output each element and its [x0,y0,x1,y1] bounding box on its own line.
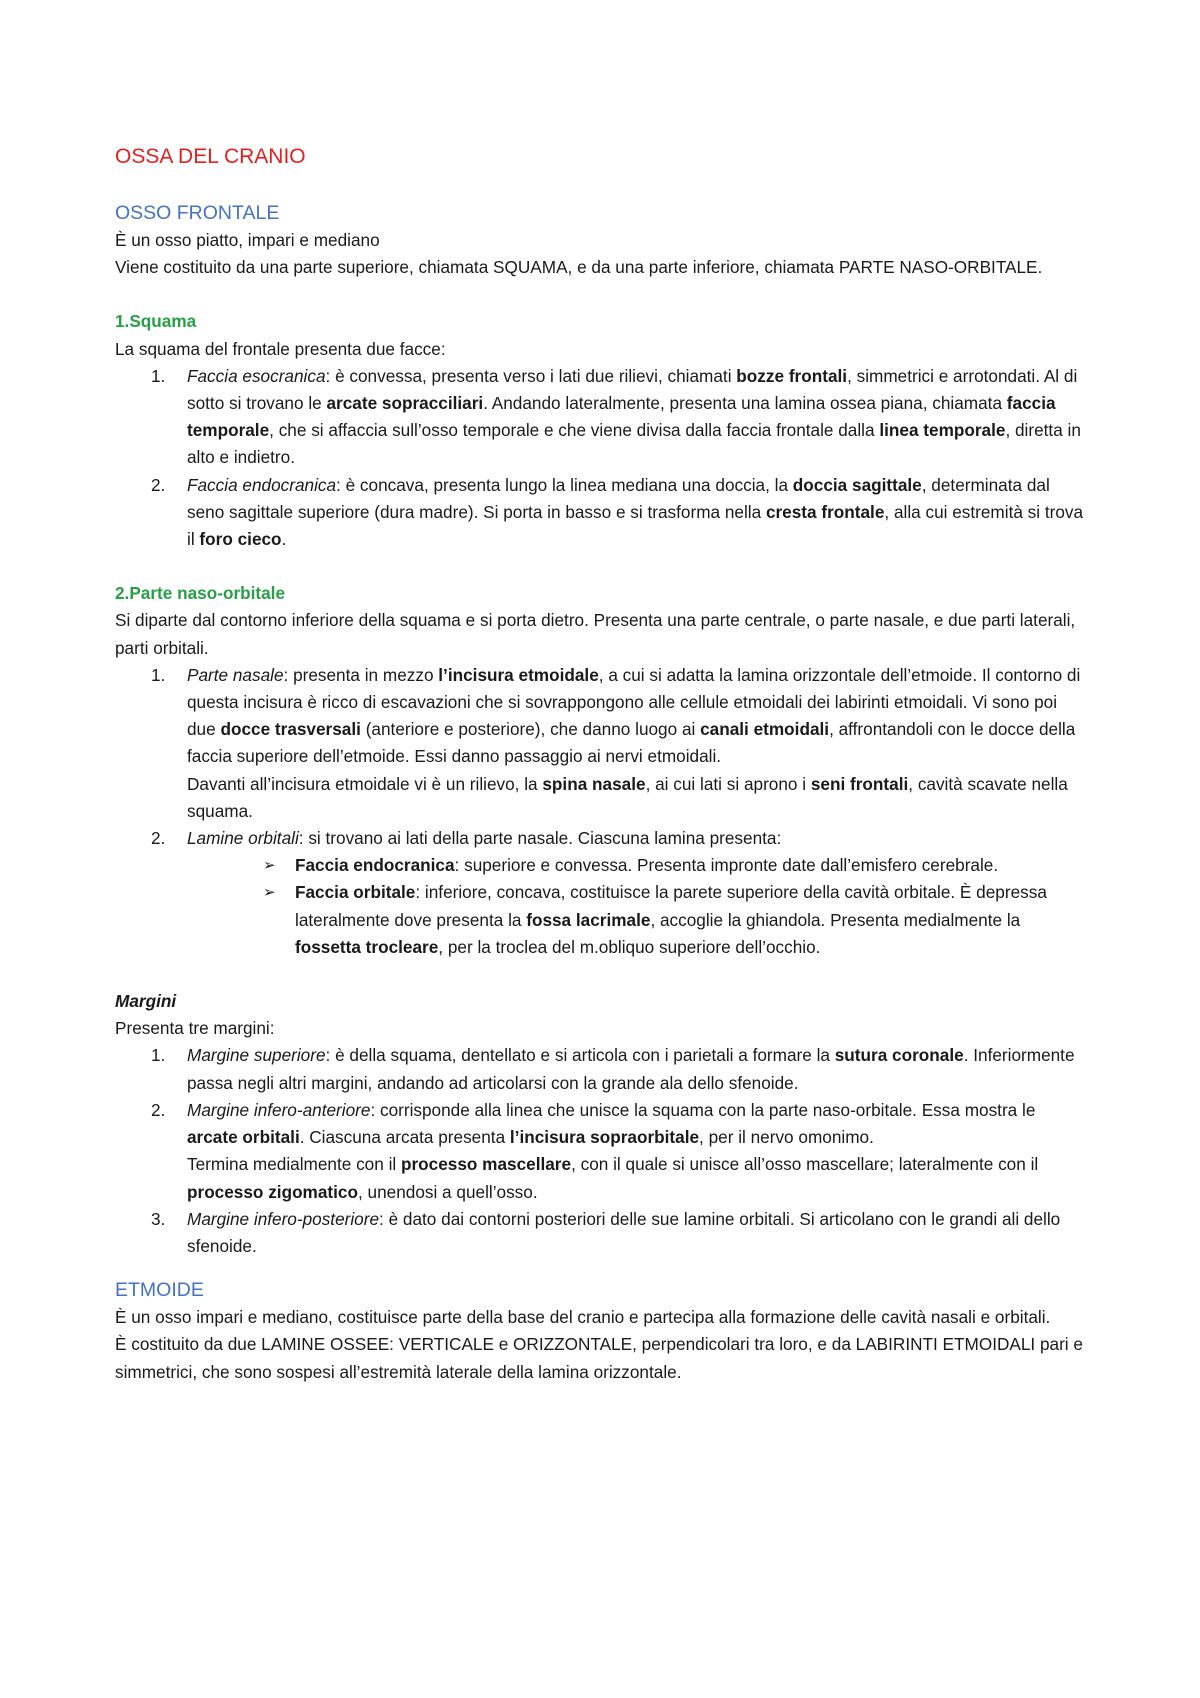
item-text: , a cui si adatta la lamina orizzontale dell’etmoide. Il contorno di questa incisura è ricco di escavazioni che si sovrappongono alle cellule etmoidali dei labirinti etmoidali. Vi sono poi due [187,664,1081,740]
list-item [115,363,1090,472]
item-text: . [281,529,287,550]
item-text: : è dato dai contorni posteriori delle sue lamine orbitali. Si articolano con le grandi ali dello sfenoide. [187,1208,1061,1256]
list-item [115,1206,1090,1260]
item-text: , diretta in alto e indietro. [187,420,1081,468]
item-continuation [187,1151,1090,1205]
item-text: . Inferiormente passa negli altri margini, andando ad articolarsi con la grande ala dello sfenoide. [187,1045,1075,1093]
item-text: : è della squama, dentellato e si articola con i parietali a formare la [325,1045,835,1066]
item-text: : si trovano ai lati della parte nasale. Ciascuna lamina presenta: [298,828,782,849]
bold-term: faccia temporale [187,393,1056,441]
bold-term: Faccia orbitale [295,882,416,903]
list-number: 2. [151,828,166,849]
bold-term: processo zigomatico [187,1181,358,1202]
item-text: , simmetrici e arrotondati. Al di sotto si trovano le [187,365,1078,414]
section-heading-frontale: OSSO FRONTALE [115,202,280,224]
list-item [115,1042,1090,1096]
squama-intro: La squama del frontale presenta due facce: [115,338,446,359]
list-number: 1. [151,664,166,685]
item-title: Margine superiore [187,1045,326,1066]
item-title: Margine infero-posteriore [187,1208,380,1229]
frontale-intro-1: È un osso piatto, impari e mediano [115,230,380,250]
bold-term: sutura coronale [834,1045,964,1066]
bold-term: bozze frontali [736,365,848,386]
list-item [115,1097,1090,1206]
item-text: : presenta in mezzo [283,664,439,685]
item-text: , per la troclea del m.obliquo superiore dell’occhio. [438,936,821,957]
list-number: 1. [151,365,166,386]
bold-term: fossetta trocleare [295,936,439,957]
etmoide-paragraph-1: È un osso impari e mediano, costituisce parte della base del cranio e partecipa alla formazione delle cavità nasali e orbitali. [115,1307,1051,1328]
item-text: , che si affaccia sull’osso temporale e che viene divisa dalla faccia frontale dalla [269,420,880,441]
bold-term: fossa lacrimale [526,909,651,930]
bold-term: canali etmoidali [700,719,830,740]
item-text: Davanti all’incisura etmoidale vi è un rilievo, la [187,773,543,794]
item-text: (anteriore e posteriore), che danno luogo ai [360,719,701,740]
item-text: . Ciascuna arcata presenta [299,1127,510,1148]
item-text: : è concava, presenta lungo la linea mediana una doccia, la [336,474,793,495]
bold-term: l’incisura etmoidale [438,664,599,685]
item-title: Parte nasale [187,664,284,685]
item-text: , unendosi a quell’osso. [357,1181,538,1202]
bold-term: arcate sopracciliari [326,393,484,414]
etmoide-paragraph-2: È costituito da due LAMINE OSSEE: VERTICALE e ORIZZONTALE, perpendicolari tra loro, e da LABIRINTI ETMOIDALI pari e simmetrici, che sono sospesi all’estremità laterale della lamina orizzontale. [115,1334,1083,1382]
bold-term: doccia sagittale [792,474,922,495]
bold-term: foro cieco [199,529,282,550]
item-title: Margine infero-anteriore [187,1099,371,1120]
item-text: : superiore e convessa. Presenta impronte date dall’emisfero cerebrale. [454,855,999,876]
list-number: 3. [151,1208,166,1229]
item-text: , accoglie la ghiandola. Presenta medialmente la [650,909,1021,930]
bold-term: cresta frontale [765,501,885,522]
item-text: : corrisponde alla linea che unisce la squama con la parte naso-orbitale. Essa mostra le [370,1099,1036,1120]
bold-term: processo mascellare [400,1154,572,1175]
subsection-heading-squama: 1.Squama [115,311,197,332]
item-text: , cavità scavate nella squama. [187,773,1068,821]
item-text: , alla cui estremità si trova il [187,501,1084,550]
margini-list [115,1042,1090,1260]
list-item [115,662,1090,825]
sublist-item [115,852,1090,879]
list-number: 1. [151,1045,166,1066]
item-text: Termina medialmente con il [187,1154,401,1175]
item-text: , affrontandoli con le docce della faccia superiore dell’etmoide. Essi danno passaggio ai nervi etmoidali. [187,719,1076,767]
document-title: OSSA DEL CRANIO [115,145,306,168]
arrow-bullet-icon: ➢ [263,857,276,875]
sublist-item [115,879,1090,961]
margini-intro: Presenta tre margini: [115,1018,275,1039]
lamine-sublist [115,852,1090,961]
bold-term: Faccia endocranica [295,855,455,876]
squama-list [115,363,1090,553]
item-text: : è convessa, presenta verso i lati due rilievi, chiamati [325,365,737,386]
list-item [115,472,1090,554]
bold-term: l’incisura sopraorbitale [509,1127,700,1148]
item-text: , ai cui lati si aprono i [645,773,811,794]
bold-term: spina nasale [542,773,646,794]
subsection-heading-margini: Margini [115,991,177,1012]
arrow-bullet-icon: ➢ [263,884,276,902]
item-title: Faccia endocranica [187,474,337,495]
list-item [115,825,1090,852]
section-heading-etmoide: ETMOIDE [115,1279,204,1302]
naso-list [115,662,1090,852]
list-number: 2. [151,474,166,495]
item-text: : inferiore, concava, costituisce la parete superiore della cavità orbitale. È depressa lateralmente dove presenta la [295,882,1047,930]
bold-term: arcate orbitali [187,1127,300,1148]
item-text: , con il quale si unisce all’osso mascellare; lateralmente con il [571,1154,1039,1175]
bold-term: seni frontali [810,773,909,794]
bold-term: linea temporale [879,420,1006,441]
naso-intro: Si diparte dal contorno inferiore della squama e si porta dietro. Presenta una parte centrale, o parte nasale, e due parti laterali, parti orbitali. [115,610,1076,658]
item-text: , determinata dal seno sagittale superiore (dura madre). Si porta in basso e si trasforma nella [187,474,1050,522]
item-continuation [187,771,1090,825]
subsection-heading-naso-orbitale: 2.Parte naso-orbitale [115,583,286,604]
frontale-intro-2: Viene costituito da una parte superiore, chiamata SQUAMA, e da una parte inferiore, chiamata PARTE NASO-ORBITALE. [115,257,1043,278]
item-text: . Andando lateralmente, presenta una lamina ossea piana, chiamata [483,393,1007,414]
bold-term: docce trasversali [220,719,361,740]
item-text: , per il nervo omonimo. [699,1127,874,1148]
list-number: 2. [151,1099,166,1120]
item-title: Faccia esocranica [187,365,326,386]
item-title: Lamine orbitali [187,828,299,849]
